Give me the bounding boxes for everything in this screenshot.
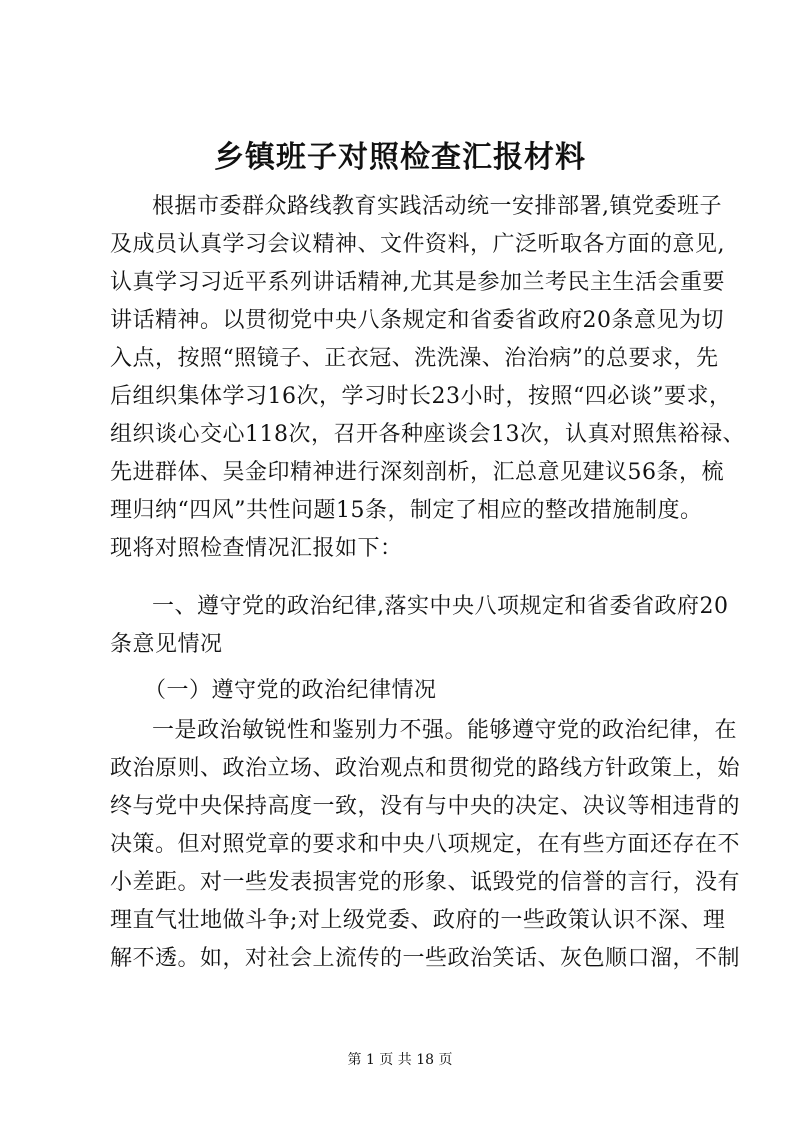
body-line: 小差距。对一些发表损害党的形象、诋毁党的信誉的言行，没有 bbox=[110, 870, 741, 895]
body-line: 入点，按照“照镜子、正衣冠、洗洗澡、治治病”的总要求，先 bbox=[110, 346, 719, 371]
section-heading: 条意见情况 bbox=[110, 632, 223, 657]
body-line: 理直气壮地做斗争;对上级党委、政府的一些政策认识不深、理 bbox=[110, 908, 726, 933]
body-line: 及成员认真学习会议精神、文件资料，广泛听取各方面的意见, bbox=[110, 232, 725, 257]
body-line: 理归纳“四风”共性问题15条，制定了相应的整改措施制度。 bbox=[110, 498, 703, 523]
body-line: 政治原则、政治立场、政治观点和贯彻党的路线方针政策上，始 bbox=[110, 756, 741, 781]
body-line: 先进群体、吴金印精神进行深刻剖析，汇总意见建议56条，梳 bbox=[110, 460, 724, 485]
body-line: 决策。但对照党章的要求和中央八项规定，在有些方面还存在不 bbox=[110, 832, 741, 857]
body-line: 组织谈心交心118次，召开各种座谈会13次，认真对照焦裕禄、 bbox=[110, 422, 745, 447]
body-line: 根据市委群众路线教育实践活动统一安排部署,镇党委班子 bbox=[152, 194, 722, 219]
document-title: 乡镇班子对照检查汇报材料 bbox=[214, 140, 586, 175]
body-line: 一是政治敏锐性和鉴别力不强。能够遵守党的政治纪律，在 bbox=[152, 718, 738, 743]
body-line: 解不透。如，对社会上流传的一些政治笑话、灰色顺口溜，不制 bbox=[110, 946, 741, 971]
section-heading: 一、遵守党的政治纪律,落实中央八项规定和省委省政府20 bbox=[152, 594, 729, 619]
body-line: 讲话精神。以贯彻党中央八条规定和省委省政府20条意见为切 bbox=[110, 308, 724, 333]
body-line: 现将对照检查情况汇报如下： bbox=[110, 536, 403, 561]
subsection-heading: （一）遵守党的政治纪律情况 bbox=[144, 678, 437, 703]
body-line: 认真学习习近平系列讲话精神,尤其是参加兰考民主生活会重要 bbox=[110, 270, 725, 295]
body-line: 终与党中央保持高度一致，没有与中央的决定、决议等相违背的 bbox=[110, 794, 741, 819]
page-footer: 第 1 页 共 18 页 bbox=[347, 1052, 453, 1068]
body-line: 后组织集体学习16次，学习时长23小时，按照“四必谈”要求， bbox=[110, 384, 732, 409]
